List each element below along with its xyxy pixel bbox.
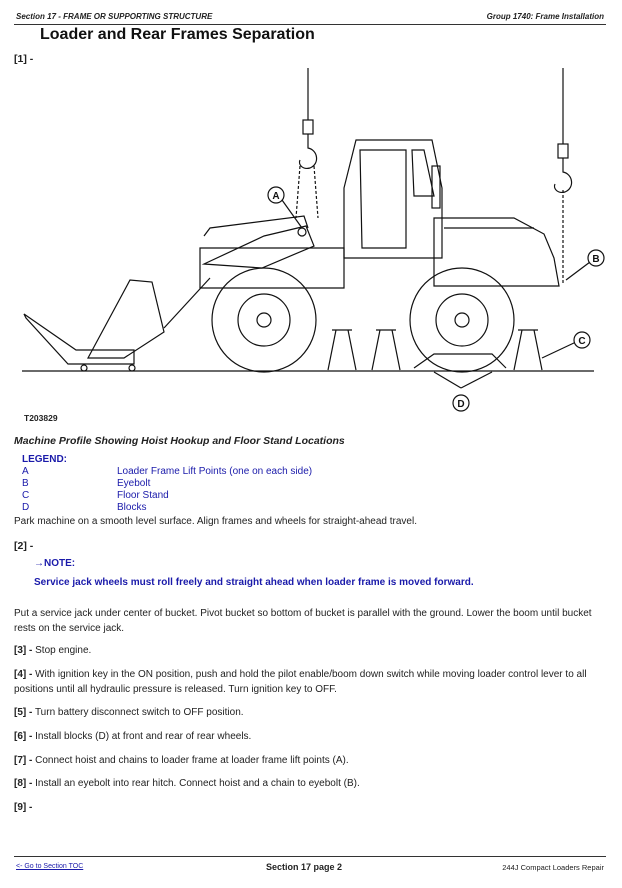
- legend-text: Eyebolt: [117, 478, 151, 489]
- front-hook-block: [303, 120, 313, 134]
- leader-d1: [434, 372, 461, 388]
- go-to-section-toc-link[interactable]: <- Go to Section TOC: [16, 863, 84, 870]
- legend-text: Floor Stand: [117, 490, 169, 501]
- step-2-label: [2] -: [14, 540, 34, 552]
- callout-d: D: [457, 399, 465, 410]
- step-text: Stop engine.: [32, 645, 92, 656]
- step-number: [4] -: [14, 669, 33, 680]
- cab-window: [412, 150, 434, 196]
- cab: [344, 140, 442, 258]
- step-3: [14, 643, 610, 658]
- note-text: Service jack wheels must roll freely and straight ahead when loader frame is moved forward.: [34, 577, 474, 588]
- machine-profile-illustration: [14, 68, 606, 418]
- leader-a: [282, 200, 302, 228]
- front-hook: [299, 134, 316, 168]
- floor-stand-3: [514, 330, 542, 370]
- rear-rim: [436, 294, 488, 346]
- jack-wheel-2: [129, 365, 135, 371]
- step-7: [14, 753, 610, 768]
- rear-hub: [455, 313, 469, 327]
- page-number: Section 17 page 2: [266, 862, 343, 872]
- step-9: [14, 800, 610, 815]
- leader-c: [542, 342, 576, 358]
- step-5: [14, 705, 610, 720]
- bucket-link: [164, 278, 210, 328]
- step-8: [14, 776, 610, 791]
- step-text: Install an eyebolt into rear hitch. Connect hoist and a chain to eyebolt (B).: [32, 778, 360, 789]
- legend-item: [22, 490, 422, 502]
- figure-caption: Machine Profile Showing Hoist Hookup and Floor Stand Locations: [14, 435, 345, 447]
- page-footer: [14, 856, 606, 877]
- product-name: 244J Compact Loaders Repair: [502, 863, 604, 872]
- step-number: [3] -: [14, 645, 33, 656]
- floor-stand-2: [372, 330, 400, 370]
- callout-a: A: [272, 191, 280, 202]
- rear-hook: [554, 158, 571, 192]
- legend: [22, 466, 422, 514]
- step-number: [6] -: [14, 731, 33, 742]
- step-number: [5] -: [14, 707, 33, 718]
- boom-top: [204, 216, 308, 236]
- front-rim: [238, 294, 290, 346]
- note-label: →NOTE:: [34, 558, 76, 569]
- step-number: [9] -: [14, 802, 33, 813]
- callout-b: B: [592, 254, 600, 265]
- step-number: [7] -: [14, 755, 33, 766]
- front-chains: [296, 166, 318, 218]
- legend-key: D: [22, 502, 30, 513]
- legend-key: C: [22, 490, 30, 501]
- front-hub: [257, 313, 271, 327]
- legend-text: Loader Frame Lift Points (one on each side): [117, 466, 313, 477]
- lift-point-a: [298, 228, 306, 236]
- step-1-text: Park machine on a smooth level surface. Align frames and wheels for straight-ahead travel.: [14, 516, 417, 527]
- section-title: Section 17 - FRAME OR SUPPORTING STRUCTURE: [16, 12, 213, 21]
- front-wheel: [212, 268, 316, 372]
- jack-wheel-1: [81, 365, 87, 371]
- blocks: [414, 354, 506, 368]
- step-4: [14, 667, 610, 697]
- bucket: [88, 280, 164, 358]
- step-text: Connect hoist and chains to loader frame at loader frame lift points (A).: [32, 755, 349, 766]
- step-text: Turn battery disconnect switch to OFF position.: [32, 707, 244, 718]
- service-jack: [24, 314, 134, 364]
- leader-b: [566, 262, 590, 280]
- legend-item: [22, 502, 422, 514]
- legend-text: Blocks: [117, 502, 147, 513]
- step-text: Install blocks (D) at front and rear of rear wheels.: [32, 731, 252, 742]
- legend-item: [22, 478, 422, 490]
- callout-c: C: [578, 336, 586, 347]
- rear-wheel: [410, 268, 514, 372]
- step-number: [8] -: [14, 778, 33, 789]
- cab-door: [360, 150, 406, 248]
- step-6: [14, 729, 610, 744]
- loader-frame: [200, 248, 344, 288]
- figure-id: T203829: [24, 413, 58, 423]
- page-header: [14, 10, 606, 25]
- group-title: Group 1740: Frame Installation: [486, 12, 604, 21]
- legend-item: [22, 466, 422, 478]
- legend-title: LEGEND:: [22, 454, 67, 465]
- rear-hook-block: [558, 144, 568, 158]
- step-text: With ignition key in the ON position, push and hold the pilot enable/boom down switch while moving loader control lever to all positions until all hydraulic pressure is released. Turn ignition key to OFF.: [14, 669, 587, 695]
- legend-key: A: [22, 466, 29, 477]
- step-2-text: Put a service jack under center of bucket. Pivot bucket so bottom of bucket is parallel with the ground. Lower the boom until bucket rests on the service jack.: [14, 608, 592, 634]
- floor-stand-1: [328, 330, 356, 370]
- page-title: Loader and Rear Frames Separation: [40, 26, 315, 43]
- leader-d2: [461, 372, 492, 388]
- legend-key: B: [22, 478, 29, 489]
- step-1-label: [1] -: [14, 53, 34, 65]
